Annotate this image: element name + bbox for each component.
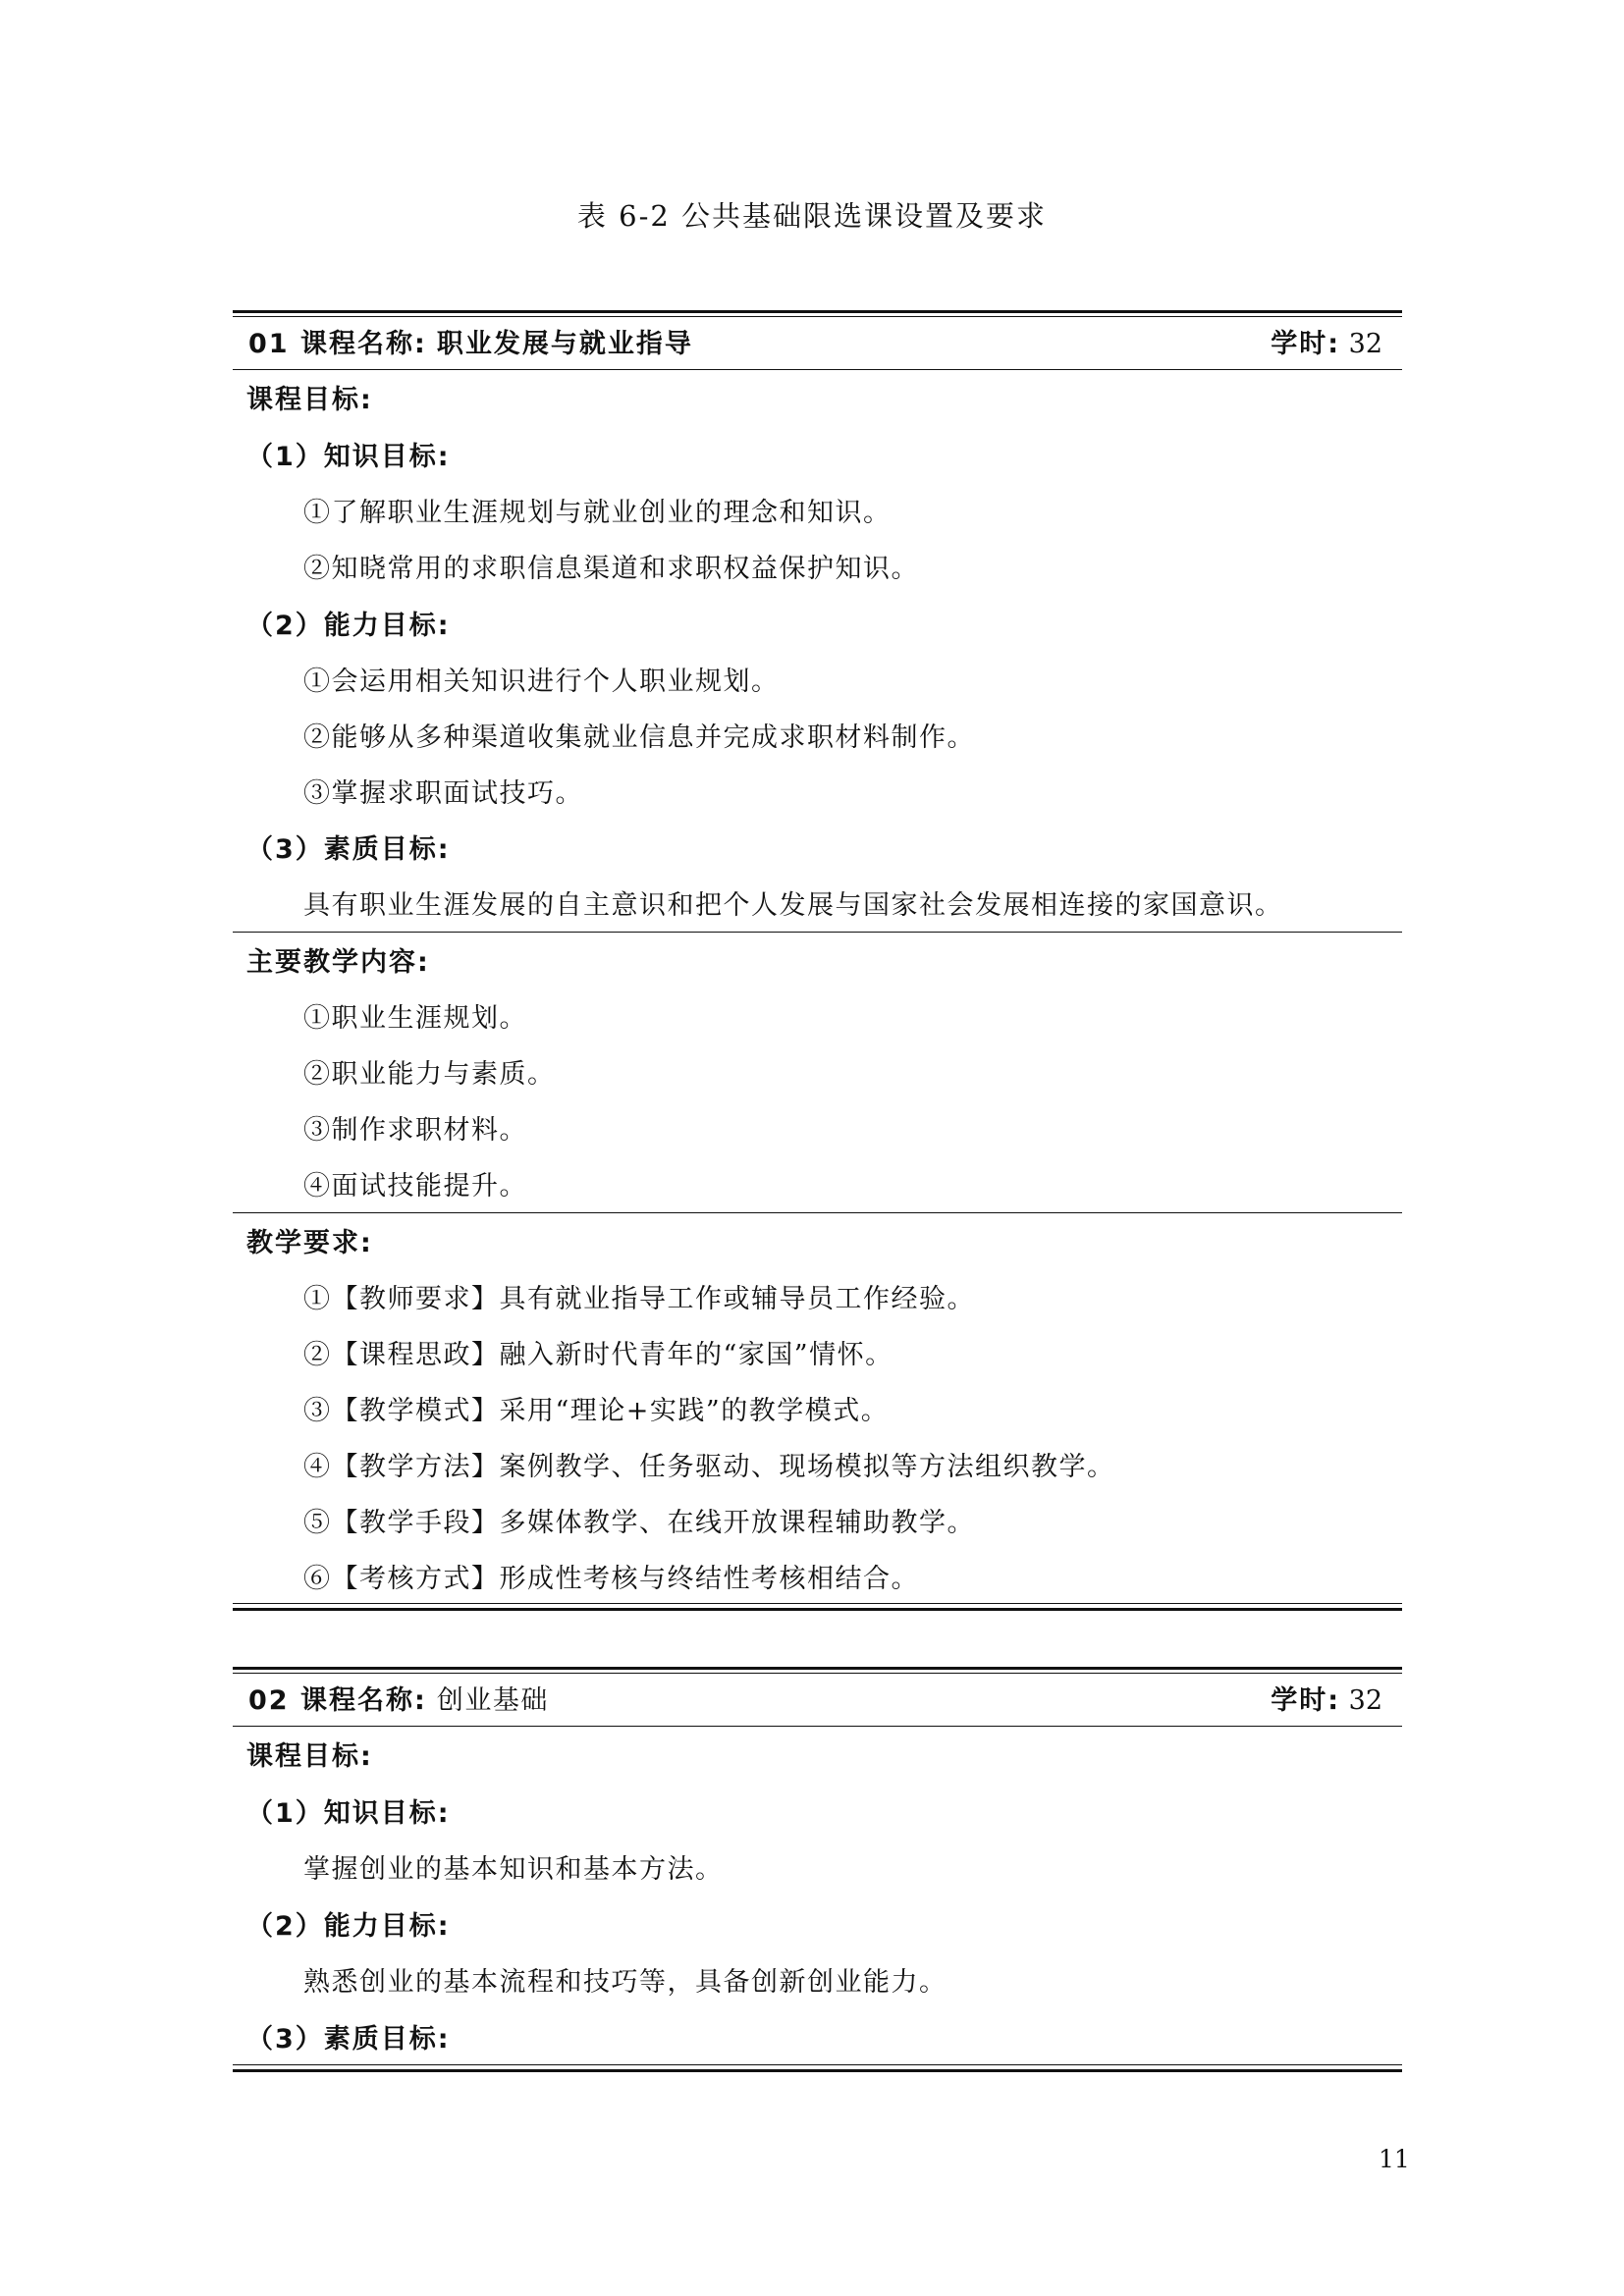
divider xyxy=(233,1212,1402,1213)
ability-item: ③掌握求职面试技巧。 xyxy=(303,778,583,809)
requirements-heading: 教学要求: xyxy=(246,1228,373,1258)
course-02-block xyxy=(233,1664,1402,2076)
knowledge-item: ①了解职业生涯规划与就业创业的理念和知识。 xyxy=(303,498,892,528)
bottom-rule-thin xyxy=(233,2064,1402,2065)
content-item: ①职业生涯规划。 xyxy=(303,1003,527,1034)
page-number: 11 xyxy=(1379,2145,1410,2173)
hours-value: 32 xyxy=(1348,1685,1382,1716)
requirement-item: ①【教师要求】具有就业指导工作或辅导员工作经验。 xyxy=(303,1284,975,1314)
ability-heading: （2）能力目标: xyxy=(246,1911,451,1942)
ability-item: ①会运用相关知识进行个人职业规划。 xyxy=(303,667,780,697)
content-heading: 主要教学内容: xyxy=(246,947,430,978)
requirement-item: ④【教学方法】案例教学、任务驱动、现场模拟等方法组织教学。 xyxy=(303,1452,1115,1482)
course-name: 职业发展与就业指导 xyxy=(436,329,693,359)
hours-label: 学时: xyxy=(1271,1685,1341,1716)
course-hours xyxy=(1271,1679,1382,1717)
knowledge-item: ②知晓常用的求职信息渠道和求职权益保护知识。 xyxy=(303,554,919,584)
content-item: ②职业能力与素质。 xyxy=(303,1059,556,1090)
knowledge-item: 掌握创业的基本知识和基本方法。 xyxy=(303,1854,724,1885)
bottom-rule xyxy=(233,2069,1402,2072)
hours-label: 学时: xyxy=(1271,329,1341,359)
requirement-item: ⑥【考核方式】形成性考核与终结性考核相结合。 xyxy=(303,1564,919,1594)
top-rule-thin xyxy=(233,1673,1402,1674)
course-name: 创业基础 xyxy=(436,1685,549,1716)
course-01-block xyxy=(233,307,1402,1613)
course-name-row xyxy=(248,1679,549,1717)
ability-item: ②能够从多种渠道收集就业信息并完成求职材料制作。 xyxy=(303,722,975,753)
content-item: ③制作求职材料。 xyxy=(303,1115,527,1146)
bottom-rule-thin xyxy=(233,1603,1402,1604)
content-item: ④面试技能提升。 xyxy=(303,1171,527,1201)
course-name-label: 01 课程名称: xyxy=(248,329,427,359)
course-name-row xyxy=(248,322,693,360)
requirement-item: ②【课程思政】融入新时代青年的“家国”情怀。 xyxy=(303,1340,893,1370)
hours-value: 32 xyxy=(1348,329,1382,359)
ability-heading: （2）能力目标: xyxy=(246,611,451,641)
requirement-item: ③【教学模式】采用“理论+实践”的教学模式。 xyxy=(303,1396,890,1426)
knowledge-heading: （1）知识目标: xyxy=(246,1798,451,1829)
top-rule-thin xyxy=(233,316,1402,317)
top-rule xyxy=(233,310,1402,313)
course-hours xyxy=(1271,322,1382,360)
quality-heading: （3）素质目标: xyxy=(246,834,451,865)
quality-heading: （3）素质目标: xyxy=(246,2024,451,2055)
requirement-item: ⑤【教学手段】多媒体教学、在线开放课程辅助教学。 xyxy=(303,1508,975,1538)
objectives-heading: 课程目标: xyxy=(246,385,373,415)
divider xyxy=(233,932,1402,933)
divider xyxy=(233,1726,1402,1727)
bottom-rule xyxy=(233,1608,1402,1611)
knowledge-heading: （1）知识目标: xyxy=(246,442,451,472)
quality-item: 具有职业生涯发展的自主意识和把个人发展与国家社会发展相连接的家国意识。 xyxy=(303,890,1283,921)
ability-item: 熟悉创业的基本流程和技巧等，具备创新创业能力。 xyxy=(303,1967,947,1998)
table-title: 表 6-2 公共基础限选课设置及要求 xyxy=(576,199,1048,233)
course-name-label: 02 课程名称: xyxy=(248,1685,427,1716)
objectives-heading: 课程目标: xyxy=(246,1741,373,1772)
divider xyxy=(233,369,1402,370)
top-rule xyxy=(233,1667,1402,1670)
